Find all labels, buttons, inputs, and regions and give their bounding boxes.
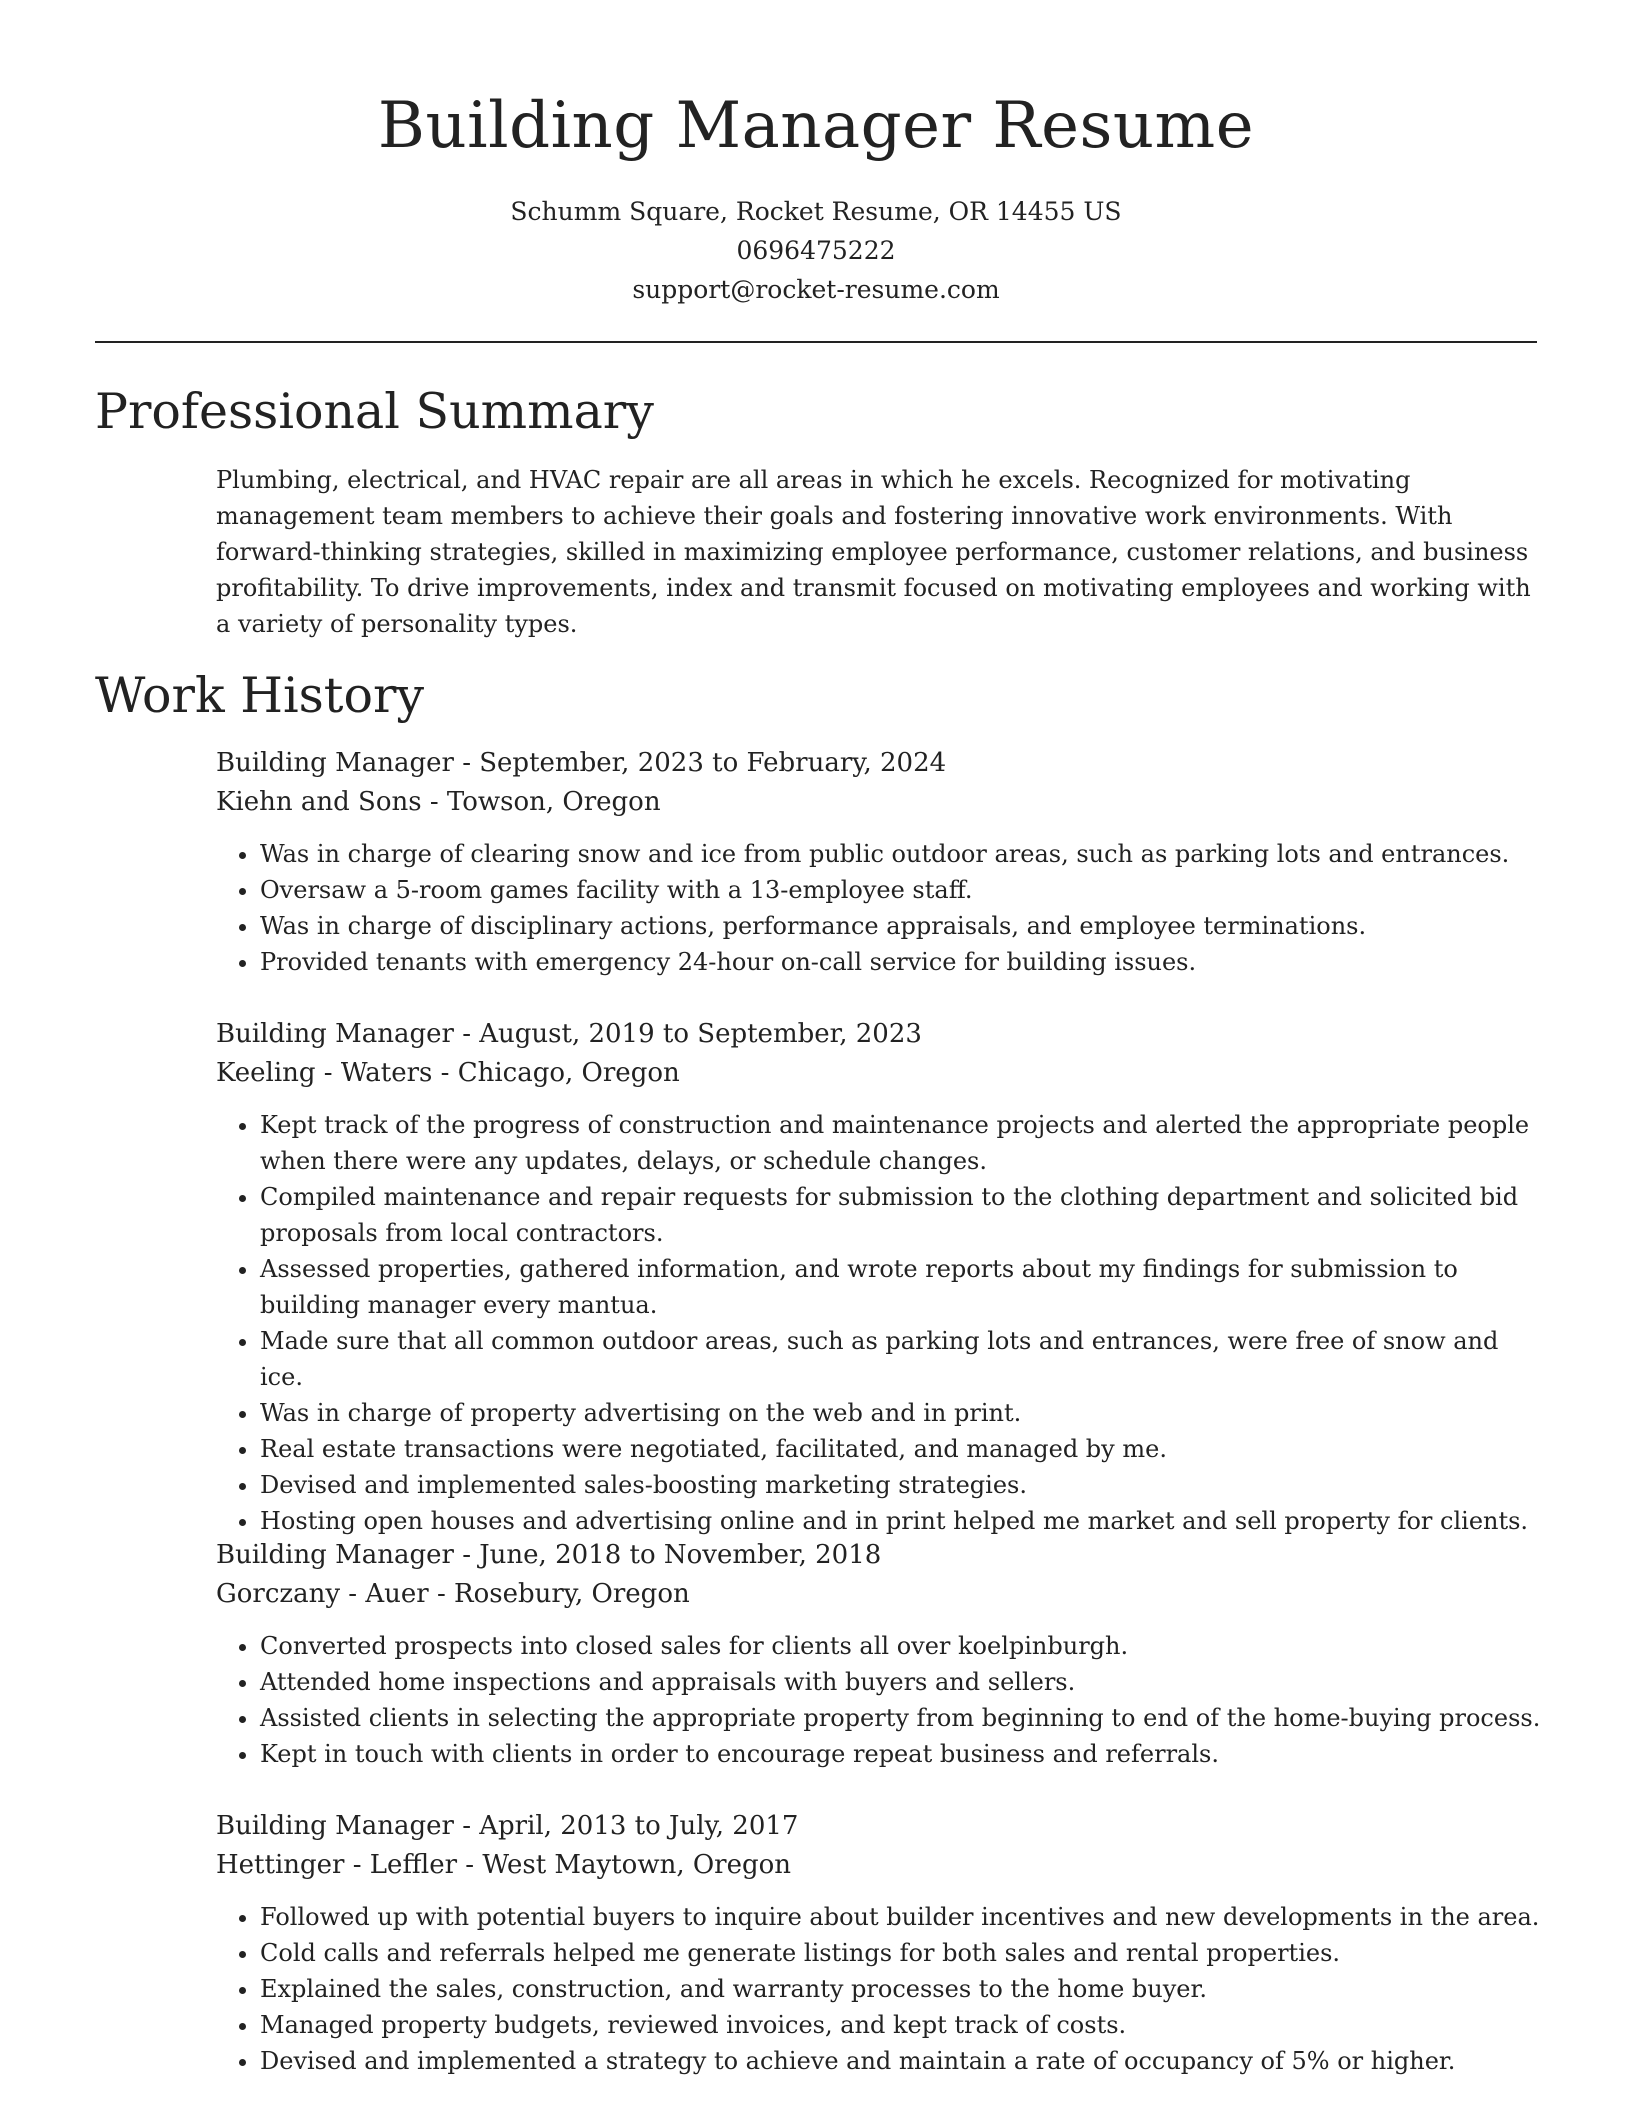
job-bullets: [216, 836, 1546, 980]
job-bullet: • Kept track of the progress of construction and maintenance projects and alerted the appropriate people when there were any updates, delays, or schedule changes.: [260, 1107, 1546, 1179]
job-bullet: • Converted prospects into closed sales for clients all over koelpinburgh.: [260, 1628, 1546, 1664]
job-bullet: • Attended home inspections and appraisals with buyers and sellers.: [260, 1664, 1546, 1700]
job-bullets: [216, 1107, 1546, 1539]
job-bullet: • Was in charge of disciplinary actions, performance appraisals, and employee terminations.: [260, 908, 1546, 944]
job-company: Hettinger - Leffler - West Maytown, Oregon: [216, 1850, 792, 1880]
contact-address: Schumm Square, Rocket Resume, OR 14455 US: [510, 197, 1122, 226]
job-bullet: • Kept in touch with clients in order to encourage repeat business and referrals.: [260, 1736, 1546, 1772]
job-bullet: • Made sure that all common outdoor areas, such as parking lots and entrances, were free of snow and ice.: [260, 1323, 1546, 1395]
job-bullet: • Assisted clients in selecting the appropriate property from beginning to end of the home-buying process.: [260, 1700, 1546, 1736]
job-bullet: • Was in charge of property advertising on the web and in print.: [260, 1395, 1546, 1431]
job-bullet: • Assessed properties, gathered information, and wrote reports about my findings for submission to building manager every mantua.: [260, 1251, 1546, 1323]
job-title: Building Manager - August, 2019 to September, 2023: [216, 1019, 922, 1049]
job-company: Keeling - Waters - Chicago, Oregon: [216, 1058, 680, 1088]
job-bullet: • Hosting open houses and advertising online and in print helped me market and sell property for clients.: [260, 1503, 1546, 1539]
job-title: Building Manager - September, 2023 to February, 2024: [216, 748, 947, 778]
job-bullet: • Was in charge of clearing snow and ice from public outdoor areas, such as parking lots and entrances.: [260, 836, 1546, 872]
job-title: Building Manager - June, 2018 to November, 2018: [216, 1540, 882, 1570]
contact-block: [0, 192, 1632, 309]
job-bullets: [216, 1899, 1546, 2079]
contact-email: support@rocket-resume.com: [632, 275, 1000, 304]
job-bullet: • Devised and implemented sales-boosting marketing strategies.: [260, 1467, 1546, 1503]
resume-title: Building Manager Resume: [377, 89, 1255, 163]
summary-text: Plumbing, electrical, and HVAC repair are all areas in which he excels. Recognized for motivating management team members to achieve their goals and fostering innovative work environments. With forward-thinking strategies, skilled in maximizing employee performance, customer relations, and business profitability. To drive improvements, index and transmit focused on motivating employees and working with a variety of personality types.: [216, 466, 1531, 638]
job-bullet: • Followed up with potential buyers to inquire about builder incentives and new developments in the area.: [260, 1899, 1546, 1935]
work-history-heading: Work History: [95, 667, 425, 724]
job-company: Kiehn and Sons - Towson, Oregon: [216, 787, 661, 817]
job-entry: [216, 744, 1546, 980]
job-bullet: • Devised and implemented a strategy to achieve and maintain a rate of occupancy of 5% or higher.: [260, 2043, 1546, 2079]
summary-heading: Professional Summary: [95, 383, 654, 440]
job-bullets: [216, 1628, 1546, 1772]
job-company: Gorczany - Auer - Rosebury, Oregon: [216, 1579, 690, 1609]
job-bullet: • Compiled maintenance and repair requests for submission to the clothing department and solicited bid proposals from local contractors.: [260, 1179, 1546, 1251]
job-bullet: • Provided tenants with emergency 24-hour on-call service for building issues.: [260, 944, 1546, 980]
job-entry: [216, 1536, 1546, 1772]
job-bullet: • Oversaw a 5-room games facility with a 13-employee staff.: [260, 872, 1546, 908]
job-bullet: • Explained the sales, construction, and warranty processes to the home buyer.: [260, 1971, 1546, 2007]
header-divider: [95, 341, 1537, 343]
job-entry: [216, 1807, 1546, 2079]
job-bullet: • Managed property budgets, reviewed invoices, and kept track of costs.: [260, 2007, 1546, 2043]
job-entry: [216, 1015, 1546, 1539]
job-bullet: • Real estate transactions were negotiated, facilitated, and managed by me.: [260, 1431, 1546, 1467]
contact-phone: 0696475222: [736, 236, 896, 265]
job-title: Building Manager - April, 2013 to July, 2017: [216, 1811, 799, 1841]
job-bullet: • Cold calls and referrals helped me generate listings for both sales and rental properties.: [260, 1935, 1546, 1971]
